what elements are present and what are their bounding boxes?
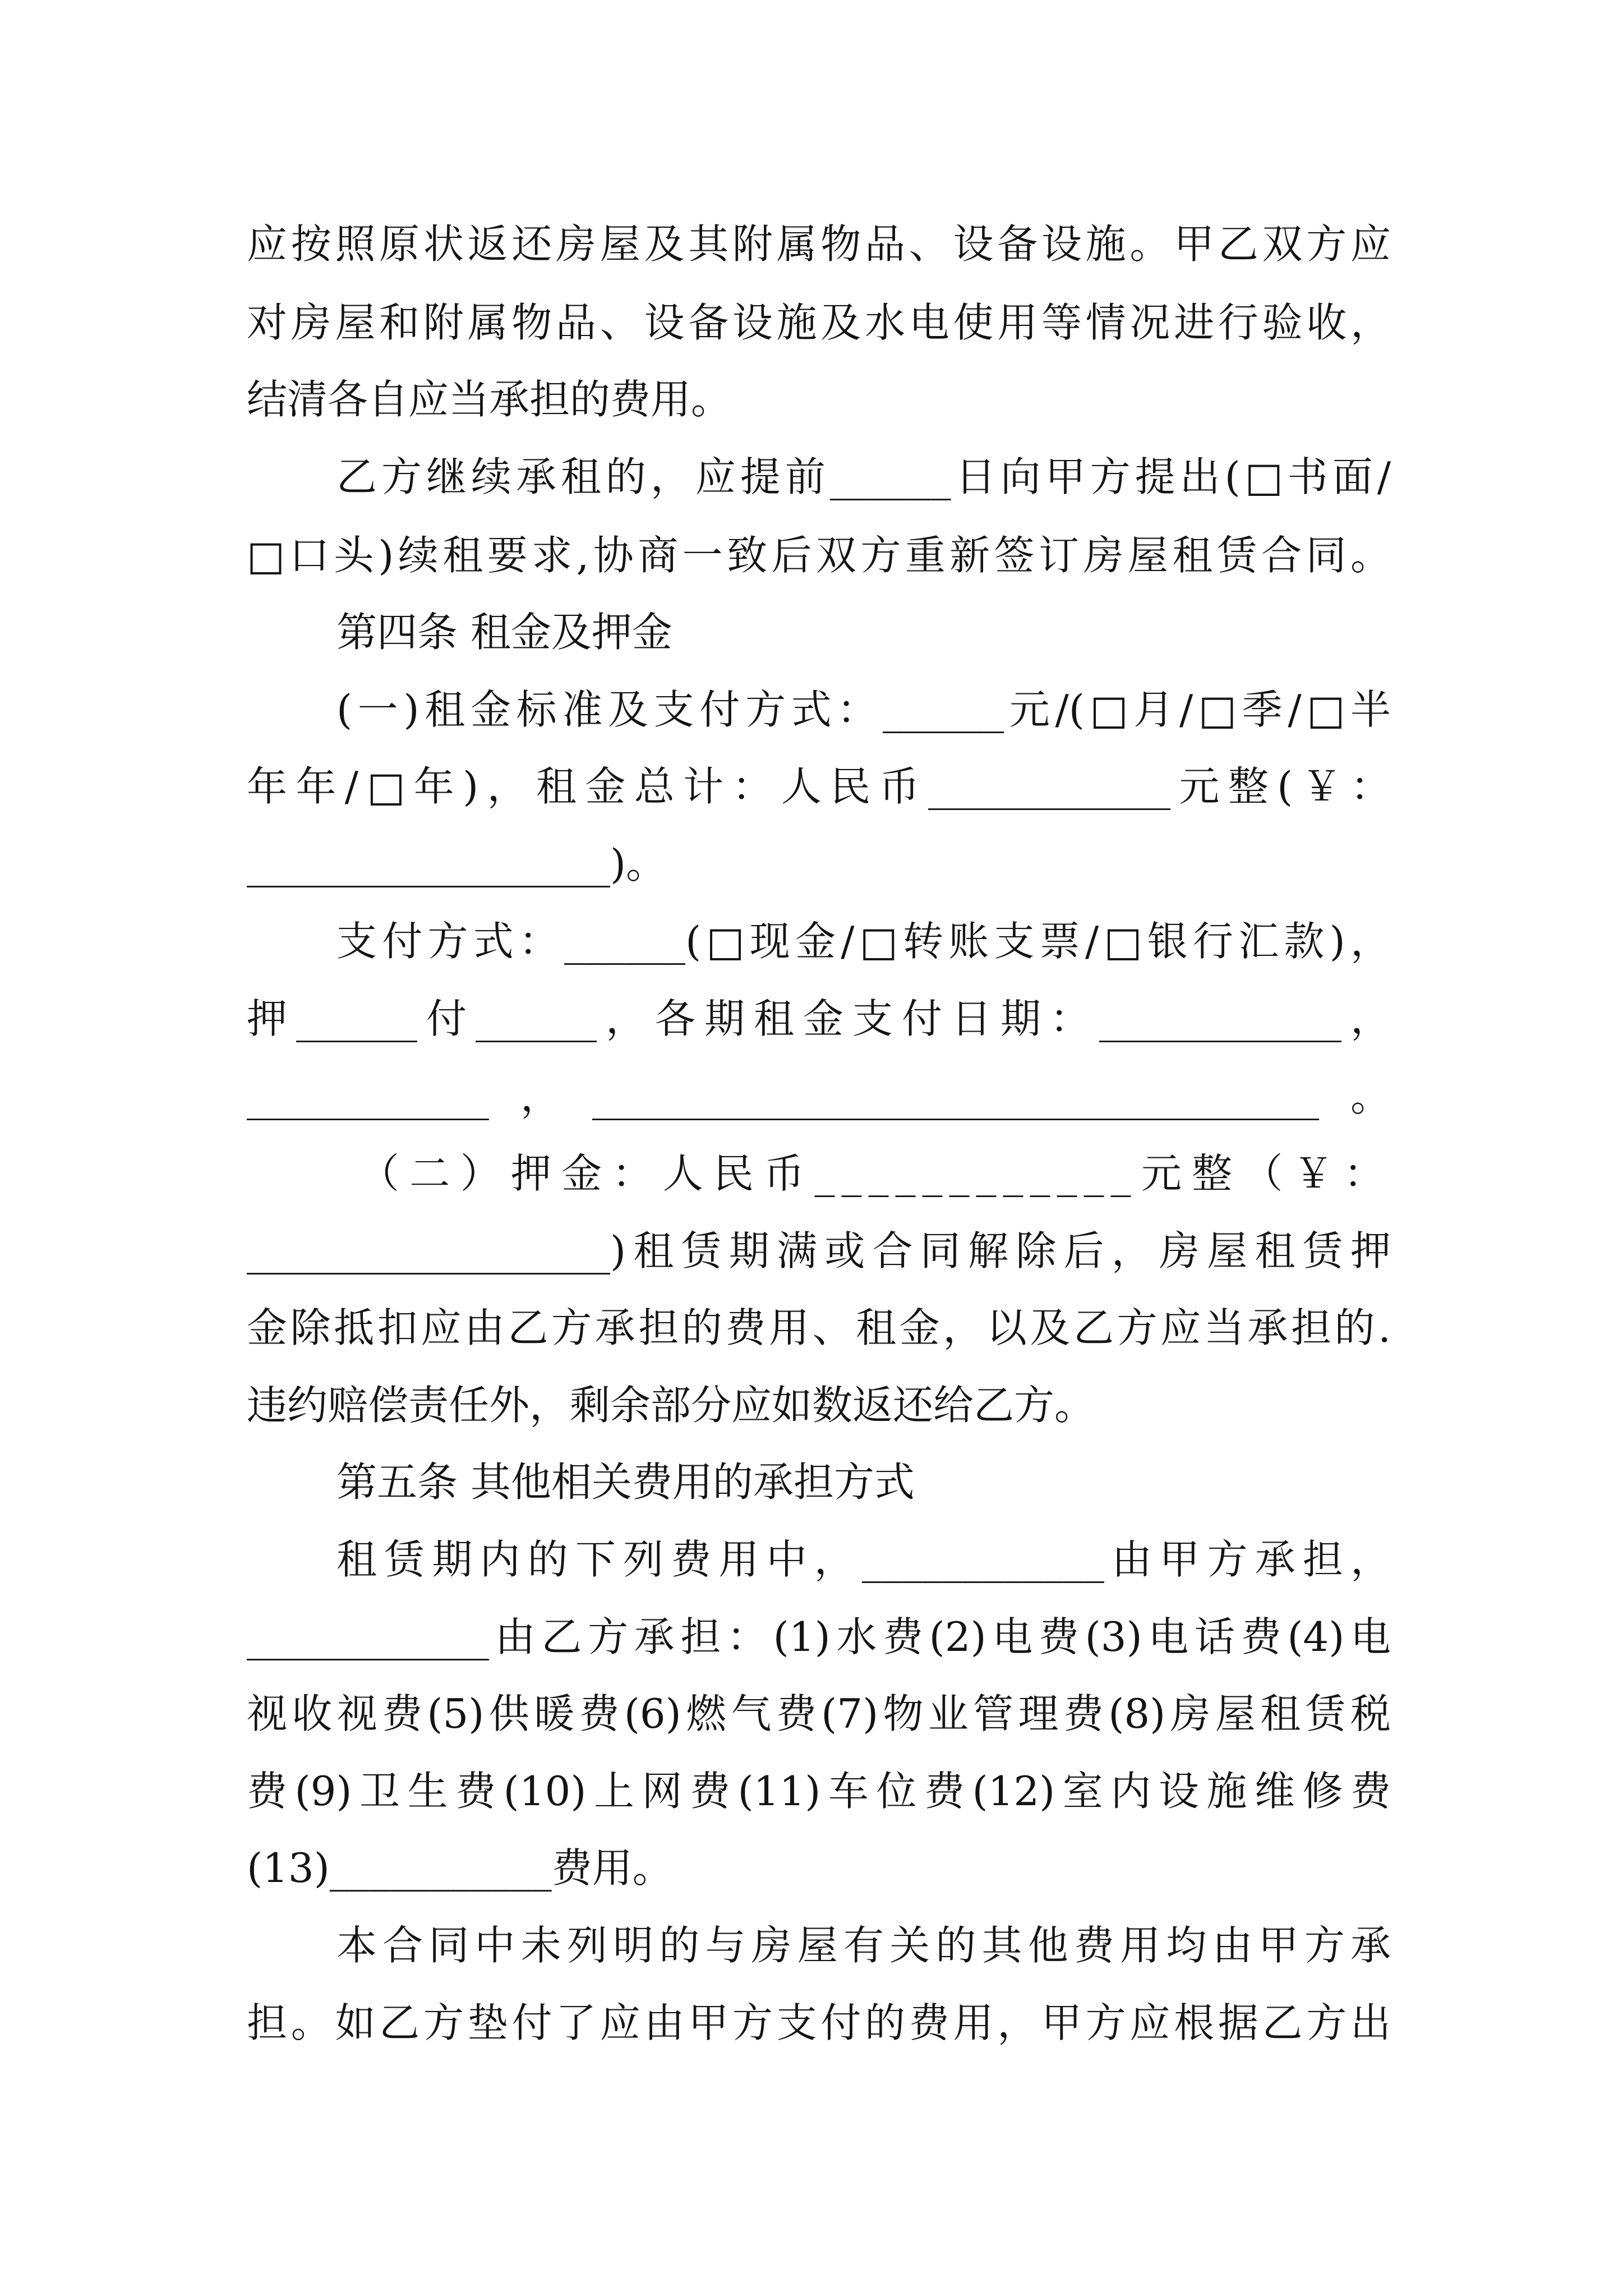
paragraph-line: 租赁期内的下列费用中，____________由甲方承担， (336, 1536, 1391, 1583)
paragraph-line: 年年/□年)，租金总计：人民币____________元整(￥： (247, 763, 1391, 810)
paragraph-line: 违约赔偿责任外，剩余部分应如数返还给乙方。 (247, 1382, 1095, 1429)
section-heading: 第四条 租金及押金 (336, 609, 672, 656)
paragraph-line: __________________)租赁期满或合同解除后，房屋租赁押 (247, 1227, 1391, 1274)
section-heading: 第五条 其他相关费用的承担方式 (336, 1458, 915, 1506)
paragraph-line: 押______付______，各期租金支付日期：____________， (247, 995, 1391, 1042)
paragraph-line: __________________)。 (247, 840, 667, 887)
paragraph-line: ____________由乙方承担：(1)水费(2)电费(3)电话费(4)电 (247, 1613, 1391, 1660)
paragraph-line: 支付方式：______(□现金/□转账支票/□银行汇款)， (336, 918, 1391, 965)
paragraph-line: (一)租金标准及支付方式：______元/(□月/□季/□半 (336, 686, 1391, 733)
paragraph-line: 应按照原状返还房屋及其附属物品、设备设施。甲乙双方应 (247, 220, 1391, 268)
paragraph-line: ____________，____________________________________。 (247, 1073, 1391, 1120)
paragraph-line: 担。如乙方垫付了应由甲方支付的费用，甲方应根据乙方出 (247, 1999, 1391, 2046)
paragraph-line: 费(9)卫生费(10)上网费(11)车位费(12)室内设施维修费 (247, 1768, 1391, 1815)
paragraph-line: （二）押金：人民币____________元整（￥： (359, 1150, 1391, 1197)
paragraph-line: 视收视费(5)供暖费(6)燃气费(7)物业管理费(8)房屋租赁税 (247, 1690, 1391, 1737)
paragraph-line: (13)___________费用。 (247, 1844, 673, 1892)
paragraph-line: 结清各自应当承担的费用。 (247, 376, 732, 423)
paragraph-line: □口头)续租要求,协商一致后双方重新签订房屋租赁合同。 (247, 532, 1391, 579)
paragraph-line: 对房屋和附属物品、设备设施及水电使用等情况进行验收， (247, 299, 1391, 346)
paragraph-line: 金除抵扣应由乙方承担的费用、租金，以及乙方应当承担的. (247, 1304, 1391, 1351)
paragraph-line: 乙方继续承租的，应提前______日向甲方提出(□书面/ (336, 453, 1391, 500)
paragraph-line: 本合同中未列明的与房屋有关的其他费用均由甲方承 (336, 1922, 1391, 1969)
